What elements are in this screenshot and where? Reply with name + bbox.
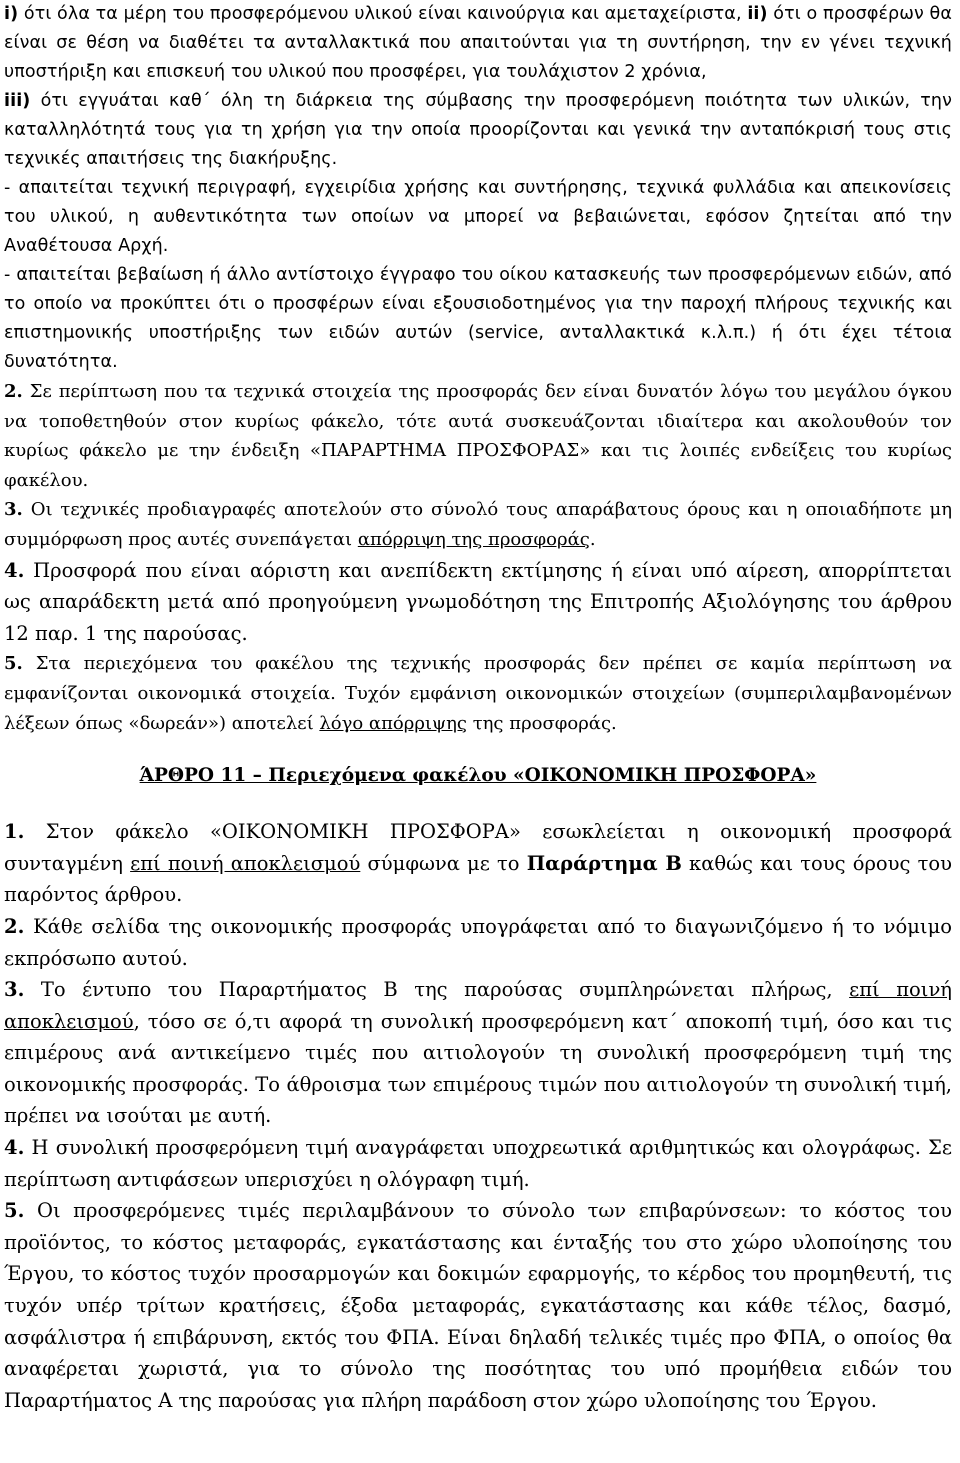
item-2 — [4, 377, 952, 495]
item-3 — [4, 495, 952, 554]
item-5 — [4, 649, 952, 738]
item-number: 1. — [4, 820, 25, 844]
item-text: , τόσο σε ό,τι αφορά τη συνολική προσφερόμενη κατ΄ αποκοπή τιμή, όσο και τις επιμέρους ανά αντικείμενο τιμές που αιτιολογούν τη συνολική προσφερόμενη τιμή της οικονομικής προσφοράς. Το άθροισμα των επιμέρους τιμών που αιτιολογούν τη συνολική τιμή, πρέπει να ισούται με αυτή. — [4, 1009, 952, 1128]
item-text: . — [589, 528, 596, 550]
underlined-text: επί ποινή αποκλεισμού — [130, 851, 361, 875]
item-text: Οι τεχνικές προδιαγραφές αποτελούν στο σύνολό τους απαράβατους όρους και η οποιαδήποτε μη συμμόρφωση προς αυτές συνεπάγεται — [4, 499, 952, 550]
underlined-text: λόγο απόρριψης — [319, 712, 467, 734]
paragraph-text: ότι εγγυάται καθ΄ όλη τη διάρκεια της σύμβασης την προσφερόμενη ποιότητα των υλικών, την καταλληλότητά τους για τη χρήση για την οποία προορίζονται και γενικά την ανταπόκρισή τους στις τεχνικές απαιτήσεις της διακήρυξης. — [4, 91, 952, 169]
item-text: σύμφωνα με το — [360, 851, 527, 875]
item-text: Η συνολική προσφερόμενη τιμή αναγράφεται υποχρεωτικά αριθμητικώς και ολογράφως. Σε περίπτωση αντιφάσεων υπερισχύει η ολόγραφη τιμή. — [4, 1136, 952, 1191]
item-number: 4. — [4, 558, 25, 582]
item-number: 5. — [4, 653, 23, 675]
item-number: i) — [4, 4, 19, 24]
article-item-4 — [4, 1132, 952, 1195]
paragraph-text: ότι ο προσφέρων θα είναι σε θέση να διαθέτει τα ανταλλακτικά που απαιτούνται για τη συντήρηση, την εν γένει τεχνική υποστήριξη και επισκευή του υλικού που προσφέρει, για τουλάχιστον 2 χρόνια, — [4, 4, 952, 82]
item-text: Το έντυπο του Παραρτήματος Β της παρούσας συμπληρώνεται πλήρως, — [24, 978, 850, 1002]
item-number: 2. — [4, 381, 23, 402]
underlined-text: απόρριψη της προσφοράς — [357, 528, 590, 550]
item-number: 4. — [4, 1136, 25, 1160]
underlined-text: επί ποινή αποκλεισμού — [4, 978, 952, 1033]
item-text: Προσφορά που είναι αόριστη και ανεπίδεκτη εκτίμησης ή είναι υπό αίρεση, απορρίπτεται ως απαράδεκτη μετά από προηγούμενη γνωμοδότηση της Επιτροπής Αξιολόγησης του άρθρου 12 παρ. 1 της παρούσας. — [4, 558, 952, 645]
bullet-technical-description: - απαιτείται τεχνική περιγραφή, εγχειρίδια χρήσης και συντήρησης, τεχνικά φυλλάδια και απεικονίσεις του υλικού, η αυθεντικότητα των οποίων να μπορεί να βεβαιώνεται, εφόσον ζητείται από την Αναθέτουσα Αρχή. — [4, 178, 952, 256]
item-number: 5. — [4, 1199, 25, 1223]
article-heading: ΆΡΘΡΟ 11 – Περιεχόμενα φακέλου «ΟΙΚΟΝΟΜΙΚΗ ΠΡΟΣΦΟΡΑ» — [139, 765, 817, 787]
bullet-manufacturer-certificate: - απαιτείται βεβαίωση ή άλλο αντίστοιχο έγγραφο του οίκου κατασκευής των προσφερόμενων ειδών, από το οποίο να προκύπτει ότι ο προσφέρων είναι εξουσιοδοτημένος για την παροχή πλήρους τεχνικής και επιστημονικής υποστήριξης των ειδών αυτών (service, ανταλλακτικά κ.λ.π.) ή ότι έχει τέτοια δυνατότητα. — [4, 265, 952, 372]
item-text: Κάθε σελίδα της οικονομικής προσφοράς υπογράφεται από το διαγωνιζόμενο ή το νόμιμο εκπρόσωπο αυτού. — [4, 914, 952, 970]
item-number: 3. — [4, 499, 23, 521]
paragraph-i-ii — [4, 0, 952, 87]
item-text: καθώς και τους όρους του παρόντος άρθρου. — [4, 851, 952, 907]
item-number: 3. — [4, 978, 25, 1002]
item-number: iii) — [4, 91, 31, 111]
article-item-5 — [4, 1195, 952, 1416]
item-text: Στα περιεχόμενα του φακέλου της τεχνικής προσφοράς δεν πρέπει σε καμία περίπτωση να εμφανίζονται οικονομικά στοιχεία. Τυχόν εμφάνιση οικονομικών στοιχείων (συμπεριλαμβανομένων λέξεων όπως «δωρεάν») αποτελεί — [4, 653, 952, 734]
item-number: ii) — [747, 4, 768, 24]
item-number: 2. — [4, 914, 25, 938]
paragraph-iii — [4, 87, 952, 174]
item-4 — [4, 555, 952, 650]
bold-text: Παράρτημα Β — [526, 851, 682, 875]
item-text: Στον φάκελο «ΟΙΚΟΝΟΜΙΚΗ ΠΡΟΣΦΟΡΑ» εσωκλείεται η οικονομική προσφορά συνταγμένη — [4, 820, 952, 875]
article-item-1 — [4, 816, 952, 911]
item-text: της προσφοράς. — [466, 712, 617, 734]
article-item-3 — [4, 974, 952, 1132]
item-text: Οι προσφερόμενες τιμές περιλαμβάνουν το σύνολο των επιβαρύνσεων: το κόστος του προϊόντος, το κόστος μεταφοράς, εγκατάστασης και ένταξής του στο χώρο υλοποίησης του Έργου, το κόστος τυχόν προσαρμογών και δοκιμών εφαρμογής, το κέρδος του προμηθευτή, τις τυχόν υπέρ τρίτων κρατήσεις, έξοδα μεταφοράς, εγκατάστασης και κάθε τέλος, δασμό, ασφάλιστρα ή επιβάρυνση, εκτός του ΦΠΑ. Είναι δηλαδή τελικές τιμές προ ΦΠΑ, ο οποίος θα αναφέρεται χωριστά, για το σύνολο της ποσότητας του υπό προμήθεια ειδών του Παραρτήματος Α της παρούσας για πλήρη παράδοση στον χώρο υλοποίησης του Έργου. — [4, 1199, 952, 1412]
item-text: Σε περίπτωση που τα τεχνικά στοιχεία της προσφοράς δεν είναι δυνατόν λόγω του μεγάλου όγκου να τοποθετηθούν στον κυρίως φάκελο, τότε αυτά συσκευάζονται ιδιαίτερα και ακολουθούν τον κυρίως φάκελο με την ένδειξη «ΠΑΡΑΡΤΗΜΑ ΠΡΟΣΦΟΡΑΣ» και τις λοιπές ενδείξεις του κυρίως φακέλου. — [4, 381, 952, 491]
article-item-2 — [4, 911, 952, 974]
paragraph-text: ότι όλα τα μέρη του προσφερόμενου υλικού είναι καινούργια και αμεταχείριστα, — [18, 4, 748, 24]
